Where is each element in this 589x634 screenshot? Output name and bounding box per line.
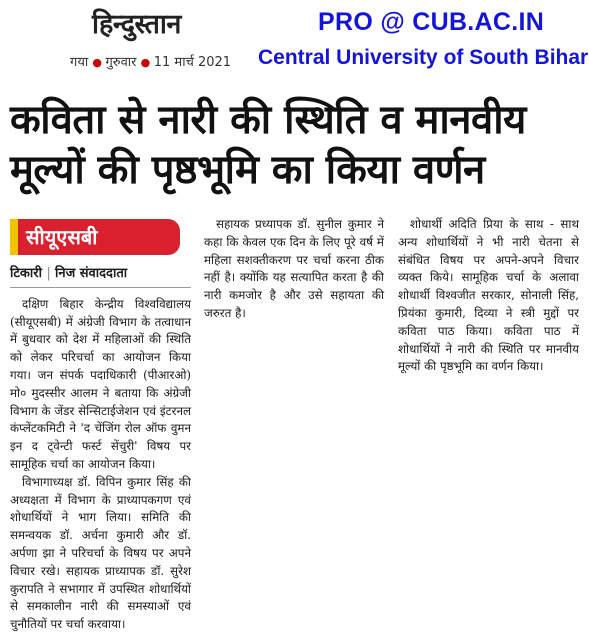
- byline-reporter: निज संवाददाता: [55, 266, 128, 281]
- article-column-3: [398, 216, 579, 376]
- paragraph-2: विभागाध्यक्ष डॉ. विपिन कुमार सिंह की अध्यक्षता में विभाग के प्राध्यापकगण एवं शोधार्थियों ने भाग लिया। समिति की समन्वयक डॉ. अर्चना कुमारी और डॉ. अर्पणा झा ने परिचर्चा के विषय पर अपने विचार रखे। सहायक प्राध्यापक डॉ. सुरेश कुरापति ने सभागार में उपस्थित शोधार्थियों से समकालीन नारी की समस्याओं एवं चुनौतियों पर चर्चा करवाया।: [10, 474, 191, 632]
- section-tag: सीयूएसबी: [10, 219, 180, 255]
- dateline: [70, 52, 231, 70]
- dateline-date: 11 मार्च 2021: [153, 55, 232, 70]
- pro-email-label: PRO @ CUB.AC.IN: [318, 8, 545, 36]
- dateline-separator: ●: [92, 56, 106, 69]
- university-name: Central University of South Bihar: [258, 46, 589, 69]
- article-column-1: [10, 215, 191, 634]
- column-1-text: [10, 296, 191, 634]
- byline-separator: |: [46, 266, 56, 281]
- byline-place: टिकारी: [10, 266, 42, 281]
- dateline-city: गया: [70, 55, 89, 70]
- newspaper-masthead: हिन्दुस्तान: [92, 9, 181, 40]
- article-column-2: [204, 216, 384, 323]
- article-headline: कविता से नारी की स्थिति व मानवीय मूल्यों की पृष्ठभूमि का किया वर्णन: [10, 97, 526, 193]
- byline: [10, 265, 191, 288]
- paragraph-1: दक्षिण बिहार केन्द्रीय विश्वविद्यालय (सीयूएसबी) में अंग्रेजी विभाग के तत्वाधान में बुधवार को देश में महिलाओं की स्थिति को लेकर परिचर्चा का आयोजन किया गया। जन संपर्क पदाधिकारी (पीआरओ) मो० मुदस्सीर आलम ने बताया कि अंग्रेजी विभाग के जेंडर सेन्सिटाईजेशन एवं इंटरनल कंप्लेंटकमिटी ने 'द चेंजिंग रोल ऑफ वुमन इन द ट्वेन्टी फर्स्ट सेंचुरी' विषय पर सामूहिक चर्चा का आयोजन किया।: [10, 296, 191, 471]
- paragraph-3: सहायक प्रध्यापक डॉ. सुनील कुमार ने कहा कि केवल एक दिन के लिए पूरे वर्ष में महिला सशक्तीकरण पर चर्चा करना ठीक नहीं है। क्योंकि यह सत्यापित करता है की नारी कमजोर है और उसे सहायता की जरुरत है।: [204, 217, 384, 320]
- dateline-separator: ●: [140, 56, 154, 69]
- dateline-day: गुरुवार: [105, 55, 137, 70]
- paragraph-4: शोधार्थी अदिति प्रिया के साथ - साथ अन्य शोधार्थियों ने भी नारी चेतना से संबंधित विषय पर अपने-अपने विचार व्यक्त किये। सामूहिक चर्चा के अलावा शोधार्थी विश्वजीत सरकार, सोनाली सिंह, प्रियंका कुमारी, दिव्या ने स्त्री मुद्दों पर कविता पाठ किया। कविता पाठ में शोधार्थियों ने नारी की स्थिति पर मानवीय मूल्यों की पृष्ठभूमि का वर्णन किया।: [398, 217, 579, 374]
